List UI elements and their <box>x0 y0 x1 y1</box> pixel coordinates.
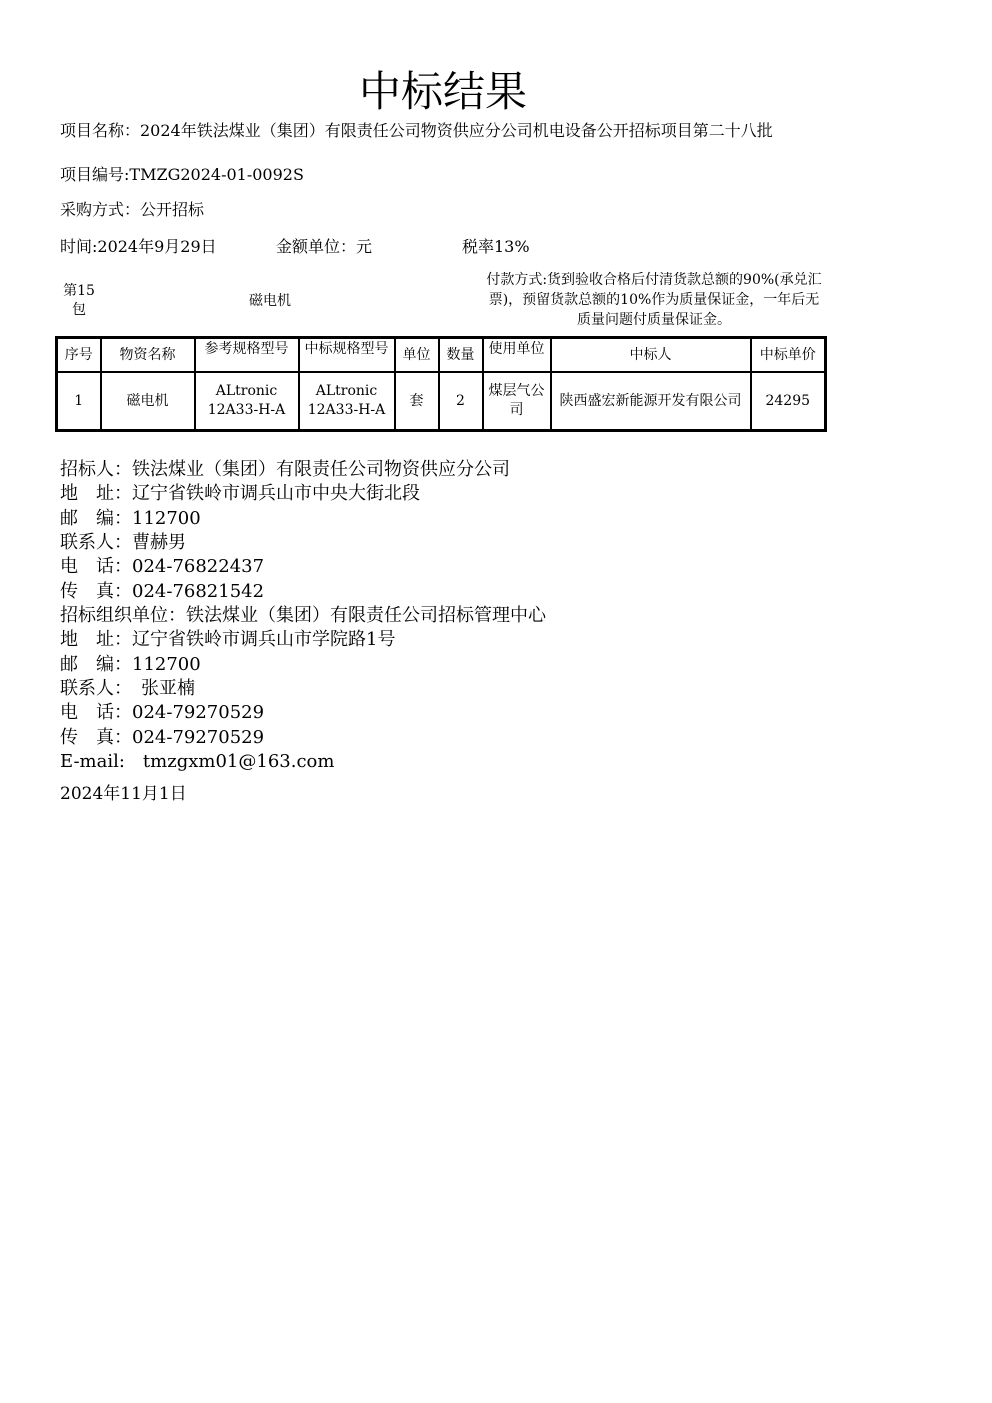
cell-user-unit: 煤层气公司 <box>483 372 551 431</box>
header-cell: 单位 <box>395 338 439 373</box>
agency: 招标组织单位：铁法煤业（集团）有限责任公司招标管理中心 <box>60 605 546 626</box>
header-cell: 数量 <box>439 338 483 373</box>
cell-winner: 陕西盛宏新能源开发有限公司 <box>551 372 751 431</box>
payment-terms: 付款方式:货到验收合格后付清货款总额的90%(承兑汇票)，预留货款总额的10%作为质量保证金，一年后无质量问题付质量保证金。 <box>486 272 822 328</box>
tax-rate: 税率13% <box>462 237 530 256</box>
table-header-row <box>57 338 826 373</box>
header-cell: 中标人 <box>551 338 751 373</box>
cell-unit: 套 <box>395 372 439 431</box>
tenderer-address: 地 址：辽宁省铁岭市调兵山市中央大街北段 <box>60 483 420 504</box>
agency-fax: 传 真：024-79270529 <box>60 727 265 748</box>
tenderer-contact: 联系人：曹赫男 <box>60 532 186 553</box>
header-cell: 使用单位 <box>483 338 551 373</box>
package-number: 第15包 <box>63 283 95 318</box>
page-title: 中标结果 <box>358 67 527 116</box>
tenderer: 招标人：铁法煤业（集团）有限责任公司物资供应分公司 <box>60 459 510 480</box>
agency-email: E-mail: tmzgxm01@163.com <box>60 751 335 772</box>
cell-unit-price: 24295 <box>751 372 826 431</box>
header-cell: 序号 <box>57 338 101 373</box>
project-number: 项目编号:TMZG2024-01-0092S <box>60 165 304 184</box>
tenderer-fax: 传 真：024-76821542 <box>60 581 265 602</box>
header-cell: 中标规格型号 <box>299 338 395 373</box>
cell-ref-spec: ALtronic 12A33-H-A <box>195 372 299 431</box>
announcement-time: 时间:2024年9月29日 <box>60 237 217 256</box>
header-cell: 物资名称 <box>101 338 195 373</box>
package-name: 磁电机 <box>249 293 291 309</box>
agency-postcode: 邮 编：112700 <box>60 654 201 675</box>
cell-seq: 1 <box>57 372 101 431</box>
cell-bid-spec: ALtronic 12A33-H-A <box>299 372 395 431</box>
cell-material: 磁电机 <box>101 372 195 431</box>
tenderer-phone: 电 话：024-76822437 <box>60 556 265 577</box>
agency-address: 地 址：辽宁省铁岭市调兵山市学院路1号 <box>60 629 396 650</box>
agency-contact: 联系人： 张亚楠 <box>60 678 195 699</box>
tenderer-postcode: 邮 编：112700 <box>60 508 201 529</box>
cell-quantity: 2 <box>439 372 483 431</box>
currency-unit: 金额单位：元 <box>276 237 373 256</box>
bid-result-table <box>55 336 827 432</box>
header-cell: 参考规格型号 <box>195 338 299 373</box>
agency-phone: 电 话：024-79270529 <box>60 702 265 723</box>
project-name: 项目名称：2024年铁法煤业（集团）有限责任公司物资供应分公司机电设备公开招标项目第二十八批 <box>60 121 773 140</box>
procurement-method: 采购方式：公开招标 <box>60 200 205 219</box>
table-row <box>57 372 826 431</box>
header-cell: 中标单价 <box>751 338 826 373</box>
issue-date: 2024年11月1日 <box>60 784 187 804</box>
